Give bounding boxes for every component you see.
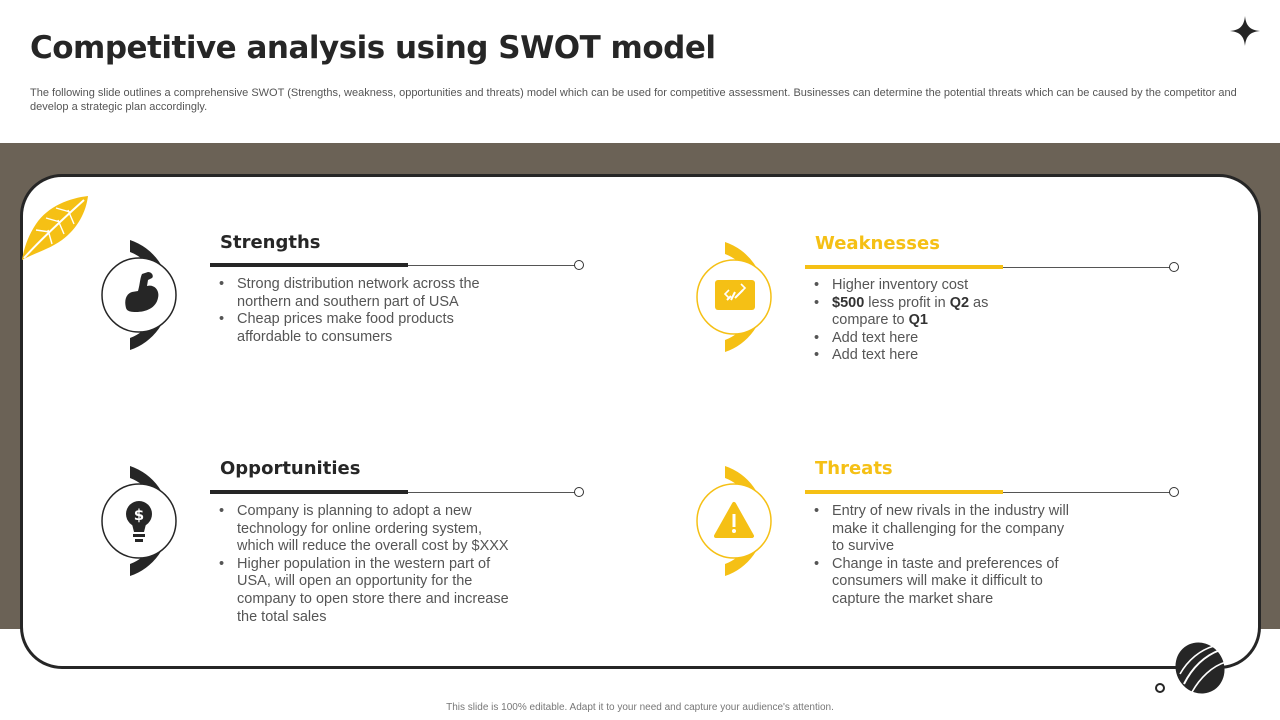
list-item: • Strong distribution network across the northern and southern part of USA (217, 276, 497, 311)
opportunities-list (217, 503, 517, 626)
coconut-icon (1170, 638, 1230, 698)
list-item: • Higher inventory cost (812, 277, 1012, 295)
weaknesses-list (812, 277, 1012, 365)
threats-underline (805, 490, 1003, 494)
strengths-badge (100, 238, 200, 358)
strengths-underline (210, 263, 408, 267)
strengths-list (217, 276, 497, 346)
svg-text:$: $ (133, 506, 145, 524)
weaknesses-underline (805, 265, 1003, 269)
weaknesses-title: Weaknesses (815, 233, 940, 254)
list-item: • Higher population in the western part of USA, will open an opportunity for the company to open store there and increase the total sales (217, 556, 517, 626)
leaf-icon (18, 190, 92, 264)
list-item: • Add text here (812, 330, 1012, 348)
threats-list (812, 503, 1077, 609)
list-item: • Add text here (812, 347, 1012, 365)
decor-dot (1155, 683, 1165, 693)
threats-line-end (1169, 487, 1179, 497)
threats-title: Threats (815, 458, 893, 479)
list-item: • $500 less profit in Q2 as compare to Q1 (812, 295, 1012, 330)
opportunities-badge (100, 464, 200, 584)
opportunities-underline (210, 490, 408, 494)
footer-note: This slide is 100% editable. Adapt it to your need and capture your audience's attention. (446, 702, 834, 713)
list-item: • Change in taste and preferences of consumers will make it difficult to capture the market share (812, 556, 1077, 609)
list-item: • Cheap prices make food products affordable to consumers (217, 311, 497, 346)
list-item: • Company is planning to adopt a new technology for online ordering system, which will reduce the overall cost by $XXX (217, 503, 517, 556)
broken-link-icon (715, 280, 755, 310)
page-subtitle: The following slide outlines a comprehensive SWOT (Strengths, weakness, opportunities and threats) model which can be used for competitive assessment. Businesses can determine the potential threats which can be caused by the competitor and develop a strategic plan accordingly. (30, 87, 1237, 113)
strengths-title: Strengths (220, 232, 321, 253)
opportunities-line-end (574, 487, 584, 497)
weaknesses-badge (695, 240, 795, 360)
page-title: Competitive analysis using SWOT model (30, 30, 716, 66)
strengths-line-end (574, 260, 584, 270)
threats-badge (695, 464, 795, 584)
weaknesses-line-end (1169, 262, 1179, 272)
list-item: • Entry of new rivals in the industry will make it challenging for the company to survive (812, 503, 1077, 556)
opportunities-title: Opportunities (220, 458, 361, 479)
sparkle-icon (1228, 14, 1262, 48)
